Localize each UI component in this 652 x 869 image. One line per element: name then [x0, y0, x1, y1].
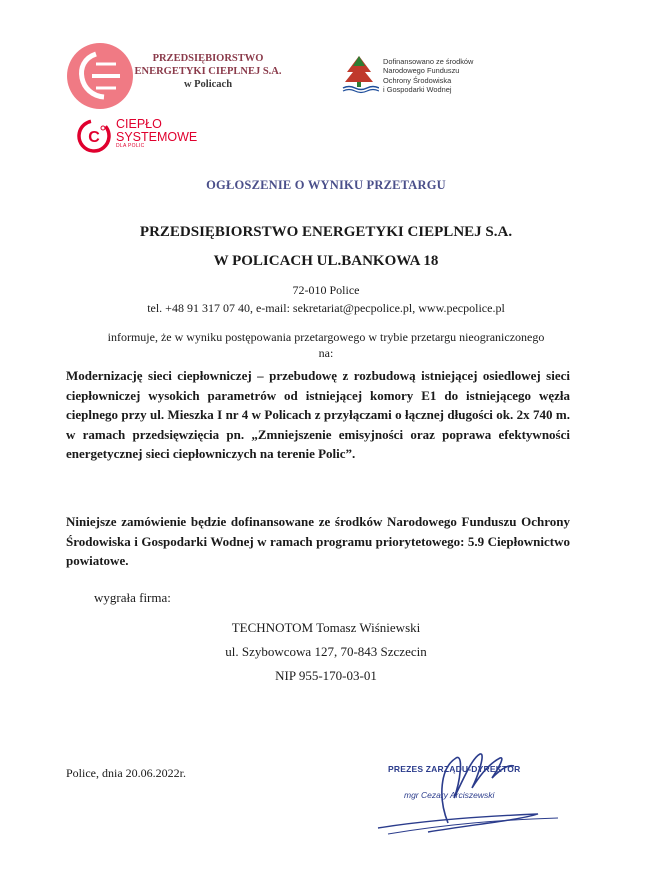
stamp-title: PREZES ZARZĄDU-DYREKTOR — [388, 764, 521, 774]
winner-label: wygrała firma: — [94, 590, 171, 605]
handwritten-signature — [368, 728, 578, 838]
cs-line-1: CIEPŁO — [116, 117, 162, 131]
pec-company-name — [133, 52, 283, 91]
funding-note: Niniejsze zamówienie będzie dofinansowane ze środków Narodowego Funduszu Ochrony Środowiska i Gospodarki Wodnej w ramach programu priorytetowego: 5.9 Ciepłownictwo powiatowe. — [66, 514, 570, 568]
nf-line-1: Dofinansowano ze środków — [383, 57, 474, 66]
place-and-date: Police, dnia 20.06.2022r. — [66, 766, 186, 780]
nf-line-4: i Gospodarki Wodnej — [383, 84, 452, 94]
winner-name: TECHNOTOM Tomasz Wiśniewski — [231, 620, 421, 635]
stamp-name: mgr Cezary Arciszewski — [404, 790, 495, 800]
cieplo-systemowe-logo-text — [116, 118, 197, 150]
pec-name-line-1: PRZEDSIĘBIORSTWO — [152, 53, 264, 64]
tender-subject: Modernizację sieci ciepłowniczej – przebudowę z rozbudową istniejącej osiedlowej sieci ciepłowniczej wysokich parametrów od istniejącej komory E1 do istniejącego węzła cieplnego przy ul. Mieszka I nr 4 w Policach z przyłączami o łącznej długości ok. 2x 740 m. w ramach przedsięwzięcia pn. „Zmniejszenie emisyjności oraz poprawa efektywności energetycznej sieci ciepłowniczych na terenie Polic”. — [66, 368, 570, 461]
cs-line-3: DLA POLIC — [116, 143, 145, 149]
pec-company-logo — [66, 42, 134, 110]
company-address: W POLICACH UL.BANKOWA 18 — [213, 253, 439, 269]
cs-line-2: SYSTEMOWE — [116, 129, 198, 144]
company-postal: 72-010 Police — [292, 283, 360, 297]
pec-name-line-2: ENERGETYKI CIEPLNEJ S.A. — [134, 66, 282, 77]
nf-line-3: Ochrony Środowiska — [383, 75, 452, 85]
svg-text:C: C — [88, 129, 100, 146]
company-contact: tel. +48 91 317 07 40, e-mail: sekretariat@pecpolice.pl, www.pecpolice.pl — [147, 301, 505, 315]
winner-address: ul. Szybowcowa 127, 70-843 Szczecin — [225, 644, 427, 659]
nf-line-2: Narodowego Funduszu — [383, 66, 460, 76]
pec-name-city: w Policach — [183, 79, 233, 90]
nfosigw-logo-text — [383, 57, 473, 94]
nfosigw-logo-icon — [339, 52, 379, 94]
company-name: PRZEDSIĘBIORSTWO ENERGETYKI CIEPLNEJ S.A. — [139, 224, 513, 240]
cieplo-systemowe-icon — [76, 118, 112, 154]
intro-text-line-1: informuje, że w wyniku postępowania przetargowego w trybie przetargu nieograniczonego — [107, 330, 545, 344]
winner-nip: NIP 955-170-03-01 — [275, 668, 377, 683]
announcement-title: OGŁOSZENIE O WYNIKU PRZETARGU — [206, 178, 446, 192]
intro-text-line-2: na: — [318, 346, 334, 360]
